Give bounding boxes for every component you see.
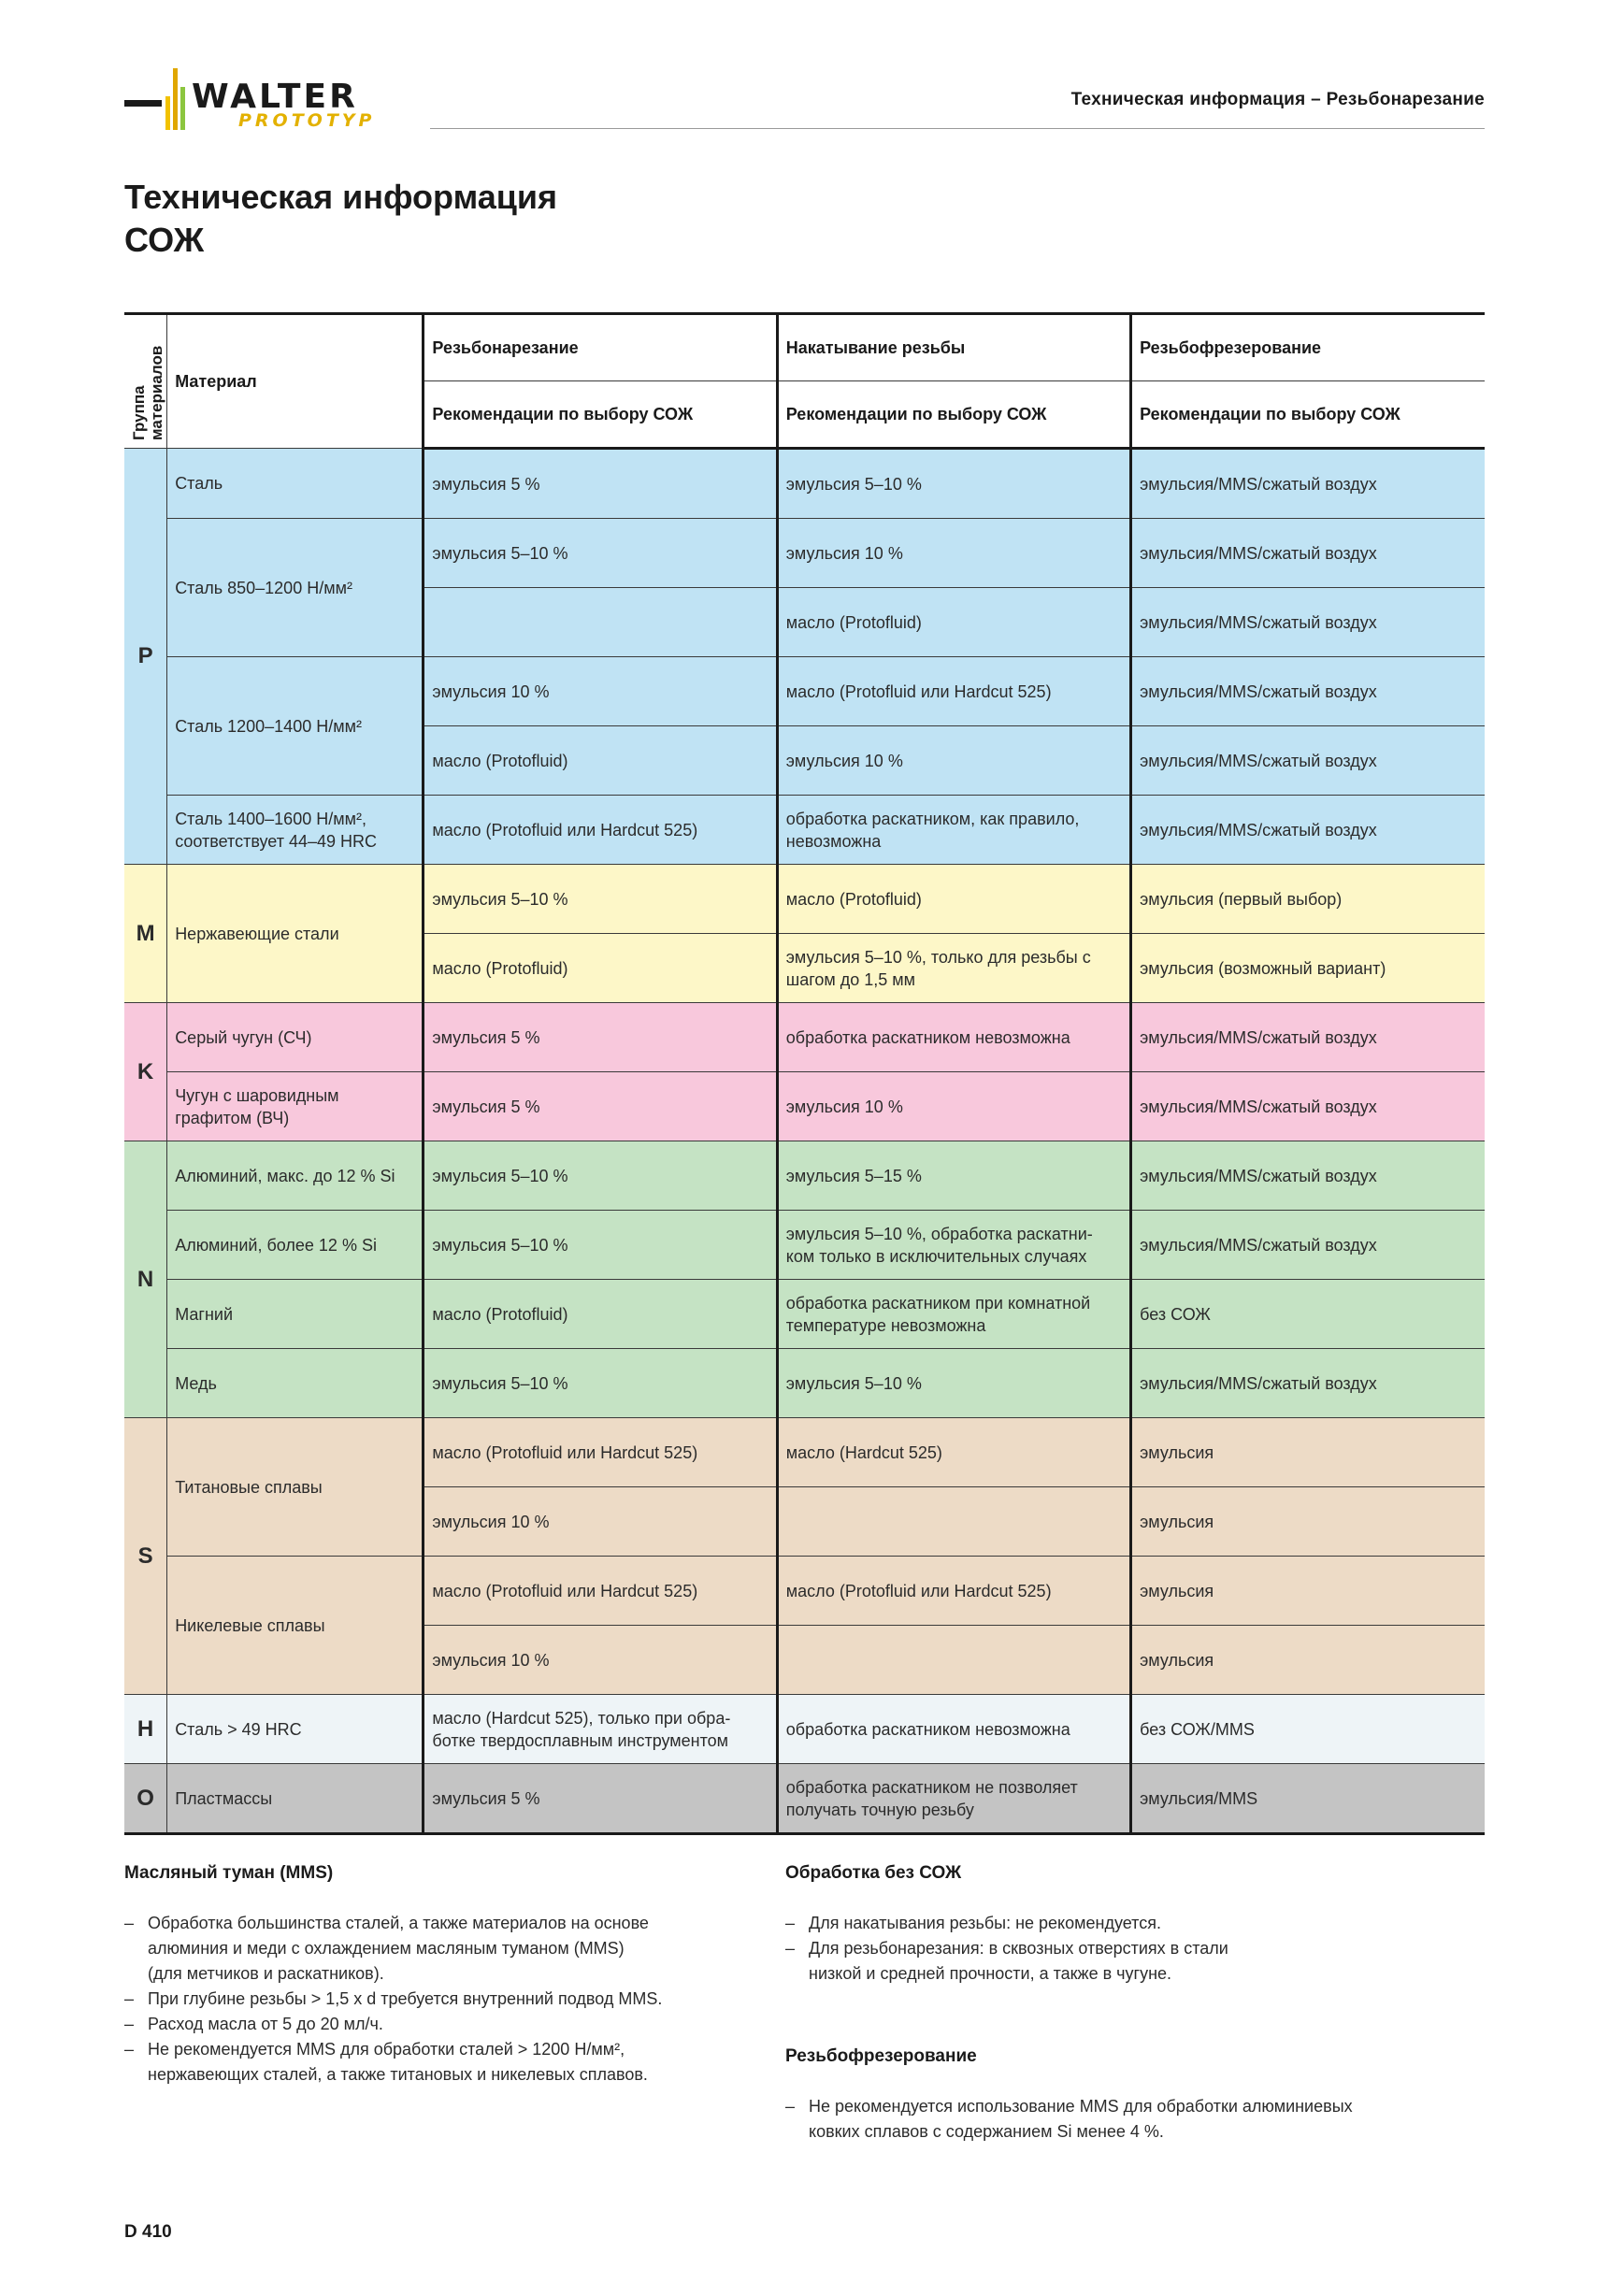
milling-cell: эмульсия (возможный вариант) [1131, 934, 1485, 1003]
list-item-line: нержавеющих сталей, а также титановых и никелевых сплавов. [148, 2065, 648, 2084]
table-row [124, 865, 1485, 934]
milling-cell: эмульсия [1131, 1487, 1485, 1557]
rolling-cell: эмульсия 5–15 % [777, 1141, 1130, 1211]
material-cell [167, 1072, 424, 1141]
milling-cell: эмульсия/MMS/сжатый воздух [1131, 1211, 1485, 1280]
milling-cell: эмульсия/MMS/сжатый воздух [1131, 1072, 1485, 1141]
notes-milling [785, 2045, 1458, 2145]
cell-line: ком только в исключительных случаях [785, 1246, 1087, 1266]
material-line: Сталь 1400–1600 Н/мм², [175, 809, 366, 828]
table-row [124, 657, 1485, 726]
logo-dash [124, 100, 162, 107]
logo-subword: PROTOTYP [238, 110, 376, 131]
tapping-cell: эмульсия 5 % [424, 449, 777, 519]
list-item [124, 2012, 723, 2037]
rolling-cell [777, 1764, 1130, 1834]
group-p-label: P [124, 449, 167, 865]
milling-cell: эмульсия/MMS/сжатый воздух [1131, 657, 1485, 726]
cell-line: шагом до 1,5 мм [785, 969, 916, 989]
material-cell: Сталь > 49 HRC [167, 1695, 424, 1764]
page-title-line1: Техническая информация [124, 178, 558, 216]
cell-line: обработка раскатником при комнатной [785, 1293, 1091, 1313]
group-h-label: H [124, 1695, 167, 1764]
cell-line: масло (Hardcut 525), только при обра- [432, 1708, 731, 1728]
list-item-line: – Обработка большинства сталей, а также материалов на основе [148, 1914, 649, 1932]
material-cell: Никелевые сплавы [167, 1557, 424, 1695]
logo-bar-orange [173, 68, 178, 130]
group-m-label: M [124, 865, 167, 1003]
notes-dry [785, 1862, 1458, 1987]
material-cell: Пластмассы [167, 1764, 424, 1834]
tapping-cell: масло (Protofluid) [424, 1280, 777, 1349]
list-item-line: – Для резьбонарезания: в сквозных отверстиях в стали [809, 1939, 1228, 1958]
rolling-cell [777, 934, 1130, 1003]
milling-cell: эмульсия/MMS/сжатый воздух [1131, 796, 1485, 865]
list-item [124, 2037, 723, 2088]
list-item-line: – Не рекомендуется использование MMS для обработки алюминиевых [809, 2097, 1353, 2116]
list-item-line: (для метчиков и раскатников). [148, 1964, 384, 1983]
material-cell: Магний [167, 1280, 424, 1349]
rolling-column-header: Накатывание резьбы [777, 314, 1130, 381]
group-n-label: N [124, 1141, 167, 1418]
rolling-cell: масло (Protofluid или Hardcut 525) [777, 657, 1130, 726]
material-cell: Нержавеющие стали [167, 865, 424, 1003]
tapping-cell: масло (Protofluid или Hardcut 525) [424, 796, 777, 865]
table-row [124, 1141, 1485, 1211]
list-item [785, 1911, 1458, 1936]
rolling-cell: масло (Protofluid или Hardcut 525) [777, 1557, 1130, 1626]
list-item-line: – Не рекомендуется MMS для обработки сталей > 1200 Н/мм², [148, 2040, 625, 2059]
tapping-cell: эмульсия 10 % [424, 1487, 777, 1557]
cell-line: получать точную резьбу [785, 1800, 974, 1819]
material-cell: Сталь [167, 449, 424, 519]
milling-cell: эмульсия/MMS/сжатый воздух [1131, 1141, 1485, 1211]
material-cell: Алюминий, макс. до 12 % Si [167, 1141, 424, 1211]
tapping-recommend-header: Рекомендации по выбору СОЖ [424, 381, 777, 449]
rolling-cell: эмульсия 10 % [777, 726, 1130, 796]
coolant-table [124, 312, 1485, 1835]
material-cell: Алюминий, более 12 % Si [167, 1211, 424, 1280]
notes-milling-list [785, 2094, 1458, 2145]
rolling-cell: эмульсия 10 % [777, 1072, 1130, 1141]
rolling-cell: эмульсия 5–10 % [777, 449, 1130, 519]
material-cell: Сталь 850–1200 Н/мм² [167, 519, 424, 657]
rolling-cell: эмульсия 5–10 % [777, 1349, 1130, 1418]
notes-mms-list [124, 1911, 723, 2088]
milling-cell: эмульсия/MMS/сжатый воздух [1131, 726, 1485, 796]
header-divider [430, 128, 1485, 129]
milling-cell: эмульсия/MMS/сжатый воздух [1131, 519, 1485, 588]
rolling-cell: масло (Protofluid) [777, 588, 1130, 657]
milling-cell: эмульсия [1131, 1626, 1485, 1695]
material-line: Чугун с шаровидным [175, 1085, 339, 1105]
milling-cell: эмульсия/MMS [1131, 1764, 1485, 1834]
table-row [124, 796, 1485, 865]
page-title [124, 176, 557, 262]
table-row [124, 1211, 1485, 1280]
cell-line: невозможна [785, 831, 882, 851]
list-item-line: – Для накатывания резьбы: не рекомендуется. [809, 1914, 1161, 1932]
rolling-cell [777, 1626, 1130, 1695]
tapping-cell: масло (Protofluid или Hardcut 525) [424, 1418, 777, 1487]
group-o-label: O [124, 1764, 167, 1834]
rolling-cell: эмульсия 10 % [777, 519, 1130, 588]
tapping-cell: масло (Protofluid или Hardcut 525) [424, 1557, 777, 1626]
list-item-line: – Расход масла от 5 до 20 мл/ч. [148, 2015, 383, 2033]
tapping-cell [424, 588, 777, 657]
cell-line: эмульсия 5–10 %, обработка раскатни- [785, 1224, 1093, 1243]
milling-cell: без СОЖ [1131, 1280, 1485, 1349]
logo-bar-green [180, 87, 185, 130]
table-row [124, 1072, 1485, 1141]
walter-prototyp-logo [124, 60, 405, 135]
milling-column-header: Резьбофрезерование [1131, 314, 1485, 381]
milling-cell: эмульсия/MMS/сжатый воздух [1131, 588, 1485, 657]
cell-line: обработка раскатником не позволяет [785, 1777, 1078, 1797]
tapping-cell: масло (Protofluid) [424, 726, 777, 796]
logo-bars-icon [124, 60, 190, 130]
material-line: графитом (ВЧ) [175, 1108, 290, 1127]
tapping-cell: эмульсия 5–10 % [424, 519, 777, 588]
list-item [124, 1911, 723, 1987]
milling-cell: эмульсия/MMS/сжатый воздух [1131, 1349, 1485, 1418]
list-item [124, 1987, 723, 2012]
notes-dry-title: Обработка без СОЖ [785, 1863, 962, 1883]
page-number: D 410 [124, 2222, 172, 2242]
notes-mms [124, 1862, 723, 2088]
table-row [124, 1280, 1485, 1349]
list-item-line: – При глубине резьбы > 1,5 x d требуется внутренний подвод MMS. [148, 1989, 663, 2008]
list-item [785, 1936, 1458, 1987]
milling-cell: эмульсия/MMS/сжатый воздух [1131, 1003, 1485, 1072]
group-column-label: Группа материалов [130, 345, 165, 440]
table-row [124, 1557, 1485, 1626]
cell-line: ботке твердосплавным инструментом [432, 1730, 729, 1750]
tapping-column-header: Резьбонарезание [424, 314, 777, 381]
tapping-cell [424, 1695, 777, 1764]
tapping-cell: эмульсия 5–10 % [424, 1141, 777, 1211]
material-cell: Серый чугун (СЧ) [167, 1003, 424, 1072]
list-item [785, 2094, 1458, 2145]
table-row [124, 1349, 1485, 1418]
table-row [124, 519, 1485, 588]
table-row [124, 449, 1485, 519]
notes-mms-title: Масляный туман (MMS) [124, 1863, 334, 1883]
notes-dry-list [785, 1911, 1458, 1987]
tapping-cell: масло (Protofluid) [424, 934, 777, 1003]
tapping-cell: эмульсия 5 % [424, 1764, 777, 1834]
table-row [124, 1003, 1485, 1072]
cell-line: температуре невозможна [785, 1315, 986, 1335]
group-k-label: K [124, 1003, 167, 1141]
tapping-cell: эмульсия 5–10 % [424, 1211, 777, 1280]
tapping-cell: эмульсия 5 % [424, 1003, 777, 1072]
logo-bar-yellow [165, 96, 170, 130]
tapping-cell: эмульсия 10 % [424, 1626, 777, 1695]
material-cell: Медь [167, 1349, 424, 1418]
milling-cell: эмульсия [1131, 1557, 1485, 1626]
milling-cell: эмульсия [1131, 1418, 1485, 1487]
material-cell: Титановые сплавы [167, 1418, 424, 1557]
cell-line: обработка раскатником, как правило, [785, 809, 1080, 828]
rolling-cell [777, 1211, 1130, 1280]
group-s-label: S [124, 1418, 167, 1695]
page-title-line2: СОЖ [124, 221, 205, 259]
rolling-cell: масло (Protofluid) [777, 865, 1130, 934]
material-cell [167, 796, 424, 865]
rolling-cell: обработка раскатником невозможна [777, 1003, 1130, 1072]
tapping-cell: эмульсия 10 % [424, 657, 777, 726]
material-line: соответствует 44–49 HRC [175, 831, 377, 851]
tapping-cell: эмульсия 5 % [424, 1072, 777, 1141]
table-row [124, 1695, 1485, 1764]
list-item-line: низкой и средней прочности, а также в чугуне. [809, 1964, 1172, 1983]
rolling-cell [777, 1487, 1130, 1557]
rolling-recommend-header: Рекомендации по выбору СОЖ [777, 381, 1130, 449]
table-header-row [124, 314, 1485, 381]
material-cell: Сталь 1200–1400 Н/мм² [167, 657, 424, 796]
table-row [124, 1418, 1485, 1487]
milling-recommend-header: Рекомендации по выбору СОЖ [1131, 381, 1485, 449]
header-section-title: Техническая информация – Резьбонарезание [1070, 90, 1485, 109]
rolling-cell: обработка раскатником невозможна [777, 1695, 1130, 1764]
group-column-header [124, 314, 167, 449]
table-row [124, 1764, 1485, 1834]
notes-milling-title: Резьбофрезерование [785, 2046, 977, 2066]
cell-line: эмульсия 5–10 %, только для резьбы с [785, 947, 1091, 967]
list-item-line: ковких сплавов с содержанием Si менее 4 %. [809, 2122, 1164, 2141]
milling-cell: эмульсия (первый выбор) [1131, 865, 1485, 934]
tapping-cell: эмульсия 5–10 % [424, 865, 777, 934]
tapping-cell: эмульсия 5–10 % [424, 1349, 777, 1418]
logo-word: WALTER [192, 78, 358, 116]
material-column-header: Материал [167, 314, 424, 449]
rolling-cell: масло (Hardcut 525) [777, 1418, 1130, 1487]
rolling-cell [777, 796, 1130, 865]
milling-cell: без СОЖ/MMS [1131, 1695, 1485, 1764]
milling-cell: эмульсия/MMS/сжатый воздух [1131, 449, 1485, 519]
rolling-cell [777, 1280, 1130, 1349]
list-item-line: алюминия и меди с охлаждением масляным туманом (MMS) [148, 1939, 625, 1958]
